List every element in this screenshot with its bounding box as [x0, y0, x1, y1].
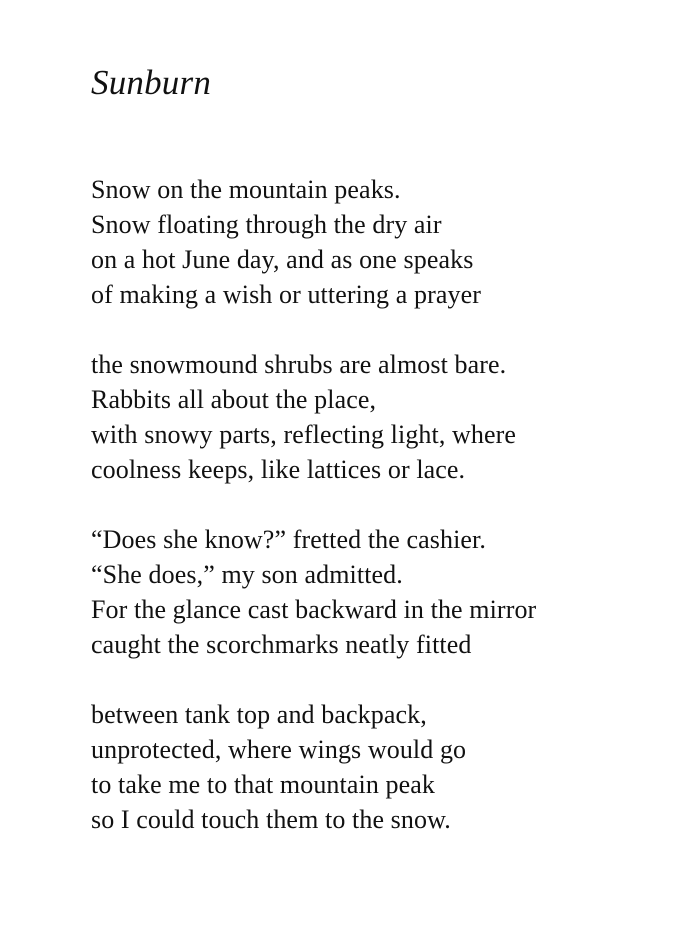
poem-line: of making a wish or uttering a prayer: [91, 280, 481, 309]
stanza-1: [91, 172, 661, 312]
poem-line: For the glance cast backward in the mirror: [91, 595, 537, 624]
poem-line: with snowy parts, reflecting light, where: [91, 420, 517, 449]
stanza-4: [91, 697, 661, 837]
poem-line: Snow floating through the dry air: [91, 210, 442, 239]
poem-title: Sunburn: [91, 63, 212, 102]
poem-page: [91, 58, 661, 872]
poem-line: caught the scorchmarks neatly fitted: [91, 630, 472, 659]
poem-line: so I could touch them to the snow.: [91, 805, 451, 834]
poem-line: to take me to that mountain peak: [91, 770, 435, 799]
stanza-2: [91, 347, 661, 487]
poem-line: “Does she know?” fretted the cashier.: [91, 525, 486, 554]
poem-line: between tank top and backpack,: [91, 700, 427, 729]
poem-line: “She does,” my son admitted.: [91, 560, 403, 589]
poem-line: Snow on the mountain peaks.: [91, 175, 401, 204]
poem-line: the snowmound shrubs are almost bare.: [91, 350, 507, 379]
poem-line: Rabbits all about the place,: [91, 385, 377, 414]
poem-line: on a hot June day, and as one speaks: [91, 245, 474, 274]
poem-line: unprotected, where wings would go: [91, 735, 467, 764]
poem-line: coolness keeps, like lattices or lace.: [91, 455, 466, 484]
stanza-3: [91, 522, 661, 662]
